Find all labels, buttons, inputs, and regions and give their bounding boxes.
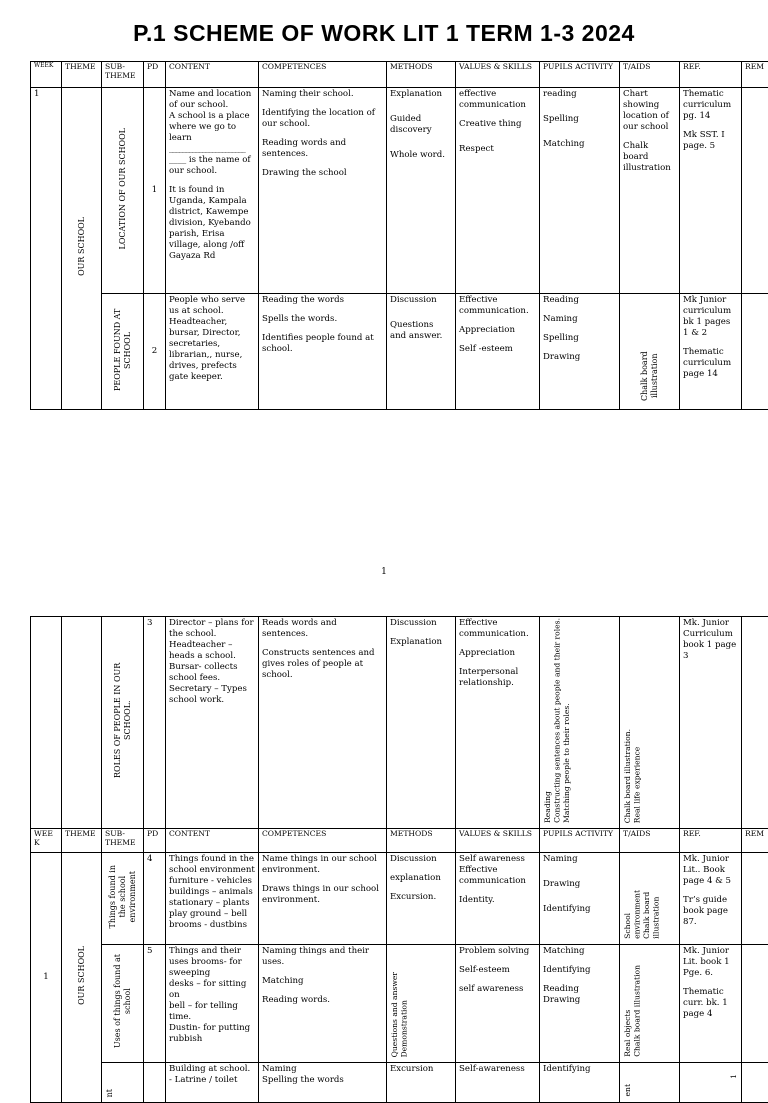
pupils-activity-cell: Identifying	[540, 1062, 620, 1102]
table-row	[31, 944, 768, 1062]
header-rem: REM	[742, 62, 768, 88]
header-competences: COMPETENCES	[259, 828, 387, 852]
methods-cell: Discussion Explanation	[387, 617, 456, 829]
header-methods: METHODS	[387, 828, 456, 852]
header-competences: COMPETENCES	[259, 62, 387, 88]
pupils-activity-cell: Naming Drawing Identifying	[540, 852, 620, 944]
pupils-activity-cell: Reading Naming Spelling Drawing	[540, 294, 620, 410]
methods-cell: Explanation Guided discovery Whole word.	[387, 88, 456, 294]
competences-cell: Reads words and sentences. Constructs sentences and gives roles of people at school.	[259, 617, 387, 829]
week-cell	[31, 617, 62, 829]
content-cell: Name and location of our school. A school is a place where we go to learn _______________________ ____ is the name of our school. It is found in Uganda, Kampala district, Kawempe division, Kyebando parish, Erisa village, along /off Gayaza Rd	[166, 88, 259, 294]
competences-cell: Name things in our school environment. Draws things in our school environment.	[259, 852, 387, 944]
ref-cell: Mk. Junior Curriculum book 1 page 3	[680, 617, 742, 829]
table-row	[31, 1062, 768, 1102]
header-taids: T/AIDS	[620, 62, 680, 88]
ref-cell: Mk Junior curriculum bk 1 pages 1 & 2 Thematic curriculum page 14	[680, 294, 742, 410]
rem-cell	[742, 88, 768, 294]
table-row	[31, 617, 768, 829]
header-methods: METHODS	[387, 62, 456, 88]
ref-cell: Mk. Junior Lit.. Book page 4 & 5 Tr’s guide book page 87.	[680, 852, 742, 944]
header-week: WEE K	[31, 828, 62, 852]
sub-theme-cell: Uses of things found at school	[102, 944, 144, 1062]
theme-cell: OUR SCHOOL	[62, 852, 102, 1102]
values-cell: Self-awareness	[456, 1062, 540, 1102]
methods-cell: Discussion Questions and answer.	[387, 294, 456, 410]
header-content: CONTENT	[166, 62, 259, 88]
header-pupils-activity: PUPILS ACTIVITY	[540, 828, 620, 852]
page-number: 1	[0, 567, 768, 577]
header-pd: PD	[144, 62, 166, 88]
taids-cell: School environment Chalk board illustration	[620, 852, 680, 944]
week-cell: 1	[31, 852, 62, 1102]
table-row	[31, 852, 768, 944]
header-sub-theme: SUB- THEME	[102, 828, 144, 852]
table-header-row	[31, 62, 768, 88]
header-ref: REF.	[680, 828, 742, 852]
rem-cell	[742, 852, 768, 944]
sub-theme-cell: LOCATION OF OUR SCHOOL	[102, 88, 144, 294]
taids-cell: Chalk board illustration	[620, 294, 680, 410]
taids-cell: ent	[620, 1062, 680, 1102]
competences-cell: Naming Spelling the words	[259, 1062, 387, 1102]
competences-cell: Reading the words Spells the words. Identifies people found at school.	[259, 294, 387, 410]
header-content: CONTENT	[166, 828, 259, 852]
header-theme: THEME	[62, 828, 102, 852]
header-pd: PD	[144, 828, 166, 852]
methods-cell: Excursion	[387, 1062, 456, 1102]
scheme-table-page-2	[30, 616, 768, 1103]
header-week: WEEK	[31, 62, 62, 88]
taids-cell: Chart showing location of our school Chalk board illustration	[620, 88, 680, 294]
methods-cell: Questions and answer Demonstration	[387, 944, 456, 1062]
methods-cell: Discussion explanation Excursion.	[387, 852, 456, 944]
rem-cell	[742, 617, 768, 829]
ref-cell: Mk. Junior Lit. book 1 Pge. 6. Thematic curr. bk. 1 page 4	[680, 944, 742, 1062]
week-cell: 1	[31, 88, 62, 410]
header-taids: T/AIDS	[620, 828, 680, 852]
values-cell: Self awareness Effective communication Identity.	[456, 852, 540, 944]
rem-cell	[742, 1062, 768, 1102]
sub-theme-cell: ROLES OF PEOPLE IN OUR SCHOOL.	[102, 617, 144, 829]
pd-cell	[144, 1062, 166, 1102]
document-title: P.1 SCHEME OF WORK LIT 1 TERM 1-3 2024	[0, 20, 768, 47]
pd-cell: 1	[144, 88, 166, 294]
table-header-row	[31, 828, 768, 852]
pd-cell: 4	[144, 852, 166, 944]
header-rem: REM	[742, 828, 768, 852]
values-cell: Effective communication. Appreciation Self -esteem	[456, 294, 540, 410]
theme-cell: OUR SCHOOL	[62, 88, 102, 410]
pd-cell: 2	[144, 294, 166, 410]
competences-cell: Naming their school. Identifying the location of our school. Reading words and sentences. Drawing the school	[259, 88, 387, 294]
content-cell: Building at school. - Latrine / toilet	[166, 1062, 259, 1102]
pupils-activity-cell: Reading Constructing sentences about people and their roles. Matching people to their roles.	[540, 617, 620, 829]
scheme-table-page-1	[30, 61, 768, 410]
values-cell: effective communication Creative thing Respect	[456, 88, 540, 294]
header-pupils-activity: PUPILS ACTIVITY	[540, 62, 620, 88]
values-cell: Problem solving Self-esteem self awareness	[456, 944, 540, 1062]
ref-cell: Thematic curriculum pg. 14 Mk SST. I page. 5	[680, 88, 742, 294]
header-sub-theme: SUB- THEME	[102, 62, 144, 88]
rem-cell	[742, 294, 768, 410]
pupils-activity-cell: reading Spelling Matching	[540, 88, 620, 294]
header-ref: REF.	[680, 62, 742, 88]
rem-cell	[742, 944, 768, 1062]
taids-cell: Real objects Chalk board illustration	[620, 944, 680, 1062]
theme-cell	[62, 617, 102, 829]
sub-theme-cell: nt	[102, 1062, 144, 1102]
table-row	[31, 294, 768, 410]
pupils-activity-cell: Matching Identifying Reading Drawing	[540, 944, 620, 1062]
competences-cell: Naming things and their uses. Matching Reading words.	[259, 944, 387, 1062]
ref-cell: 1	[680, 1062, 742, 1102]
content-cell: Things found in the school environment furniture - vehicles buildings – animals stationary – plants play ground – bell brooms - dustbins	[166, 852, 259, 944]
content-cell: Director – plans for the school. Headteacher – heads a school. Bursar- collects school fees. Secretary – Types school work.	[166, 617, 259, 829]
content-cell: Things and their uses brooms- for sweeping desks – for sitting on bell – for telling time. Dustin- for putting rubbish	[166, 944, 259, 1062]
pd-cell: 3	[144, 617, 166, 829]
table-row	[31, 88, 768, 294]
header-values: VALUES & SKILLS	[456, 62, 540, 88]
taids-cell: Chalk board illustration. Real life experience	[620, 617, 680, 829]
content-cell: People who serve us at school. Headteacher, bursar, Director, secretaries, librarian,, nurse, drives, prefects gate keeper.	[166, 294, 259, 410]
header-theme: THEME	[62, 62, 102, 88]
sub-theme-cell: PEOPLE FOUND AT SCHOOL	[102, 294, 144, 410]
values-cell: Effective communication. Appreciation Interpersonal relationship.	[456, 617, 540, 829]
pd-cell: 5	[144, 944, 166, 1062]
sub-theme-cell: Things found in the school environment	[102, 852, 144, 944]
header-values: VALUES & SKILLS	[456, 828, 540, 852]
